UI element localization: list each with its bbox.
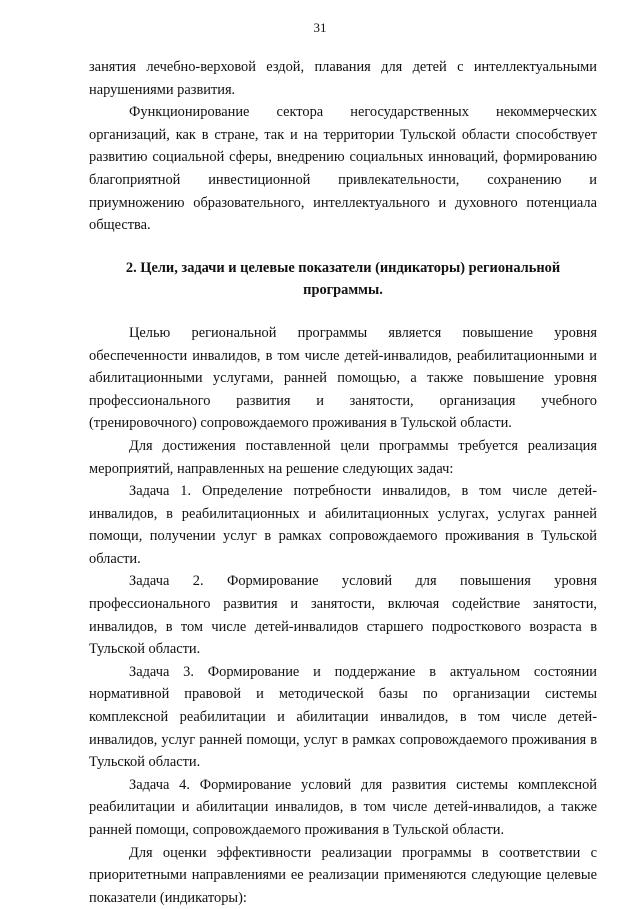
- paragraph-goal: Целью региональной программы является повышение уровня обеспеченности инвалидов, в том числе детей-инвалидов, реабилитационными и абилитационными услугами, ранней помощью, а также повышение уровня профессионального развития и занятости, организация учебного (тренировочного) сопровождаемого проживания в Тульской области.: [89, 324, 597, 432]
- paragraph-task-4: Задача 4. Формирование условий для развития системы комплексной реабилитации и абилитации инвалидов, в том числе детей-инвалидов, а также ранней помощи, сопровождаемого проживания в Тульской области.: [89, 776, 597, 838]
- paragraph-tasks-intro: Для достижения поставленной цели программы требуется реализация мероприятий, направленных на решение следующих задач:: [89, 437, 597, 477]
- paragraph-task-1: Задача 1. Определение потребности инвалидов, в том числе детей-инвалидов, в реабилитационных и абилитационных услугах, услугах ранней помощи, получении услуг в рамках сопровождаемого проживания в Тульской области.: [89, 483, 597, 567]
- paragraph-continuation: занятия лечебно-верховой ездой, плавания для детей с интеллектуальными нарушениями развития.: [89, 59, 597, 98]
- document-body: [89, 56, 597, 909]
- paragraph-indicators-intro: Для оценки эффективности реализации программы в соответствии с приоритетными направлениями ее реализации применяются следующие целевые показатели (индикаторы):: [89, 844, 597, 906]
- paragraph-nko: Функционирование сектора негосударственных некоммерческих организаций, как в стране, так и на территории Тульской области способствует развитию социальной сферы, внедрению социальных инноваций, формированию благоприятной инвестиционной привлекательности, сохранению и приумножению образовательного, интеллектуального и духовного потенциала общества.: [89, 104, 597, 234]
- paragraph-task-3: Задача 3. Формирование и поддержание в актуальном состоянии нормативной правовой и методической базы по организации системы комплексной реабилитации и абилитации инвалидов, в том числе детей-инвалидов, услуг ранней помощи, услуг в рамках сопровождаемого проживания в Тульской области.: [89, 663, 597, 771]
- page-number: 31: [313, 20, 327, 35]
- section-heading: 2. Цели, задачи и целевые показатели (индикаторы) региональной программы.: [125, 259, 561, 299]
- paragraph-task-2: Задача 2. Формирование условий для повышения уровня профессионального развития и занятости, включая содействие занятости, инвалидов, в том числе детей-инвалидов старшего подросткового возраста в Тульской области.: [89, 573, 597, 658]
